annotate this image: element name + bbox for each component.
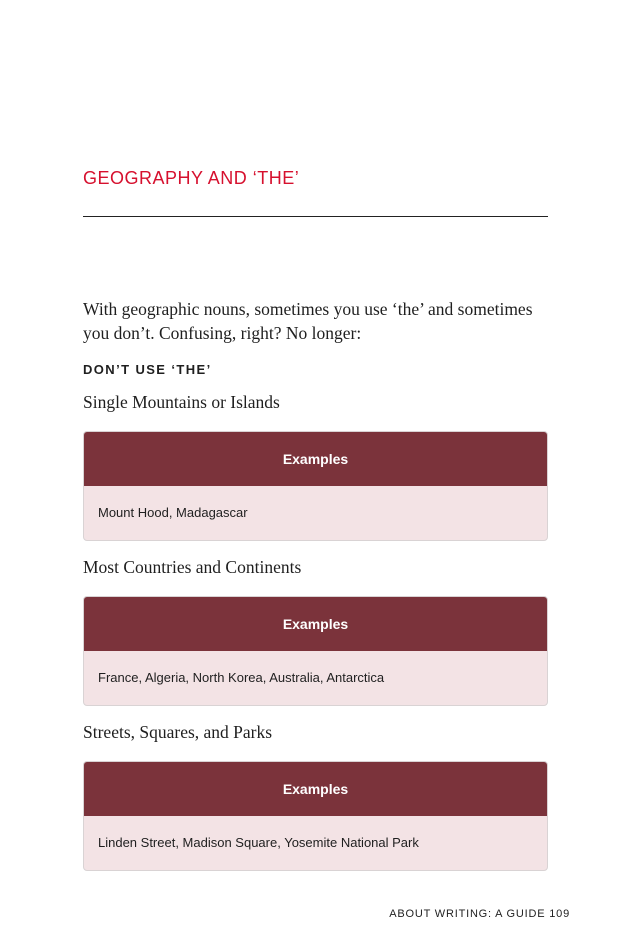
running-title: ABOUT WRITING: A GUIDE (389, 908, 546, 920)
category-heading: Streets, Squares, and Parks (83, 722, 273, 742)
category-heading: Most Countries and Continents (83, 557, 302, 577)
table-header: Examples (84, 762, 547, 816)
subheading-dont-use-the: DON’T USE ‘THE’ (83, 362, 212, 377)
category-heading: Single Mountains or Islands (83, 392, 280, 412)
intro-paragraph: With geographic nouns, sometimes you use ‘the’ and sometimes you don’t. Confusing, right? No longer: (83, 299, 533, 343)
page-number: 109 (549, 908, 570, 920)
table-header: Examples (84, 597, 547, 651)
table-header: Examples (84, 432, 547, 486)
examples-table (83, 761, 548, 871)
title-divider (83, 216, 548, 217)
table-cell: Mount Hood, Madagascar (98, 505, 248, 520)
table-cell: Linden Street, Madison Square, Yosemite National Park (98, 835, 419, 850)
section-title: GEOGRAPHY AND ‘THE’ (83, 168, 300, 188)
table-cell: France, Algeria, North Korea, Australia, Antarctica (98, 670, 385, 685)
examples-table (83, 596, 548, 706)
page-footer (389, 908, 570, 920)
examples-table (83, 431, 548, 541)
